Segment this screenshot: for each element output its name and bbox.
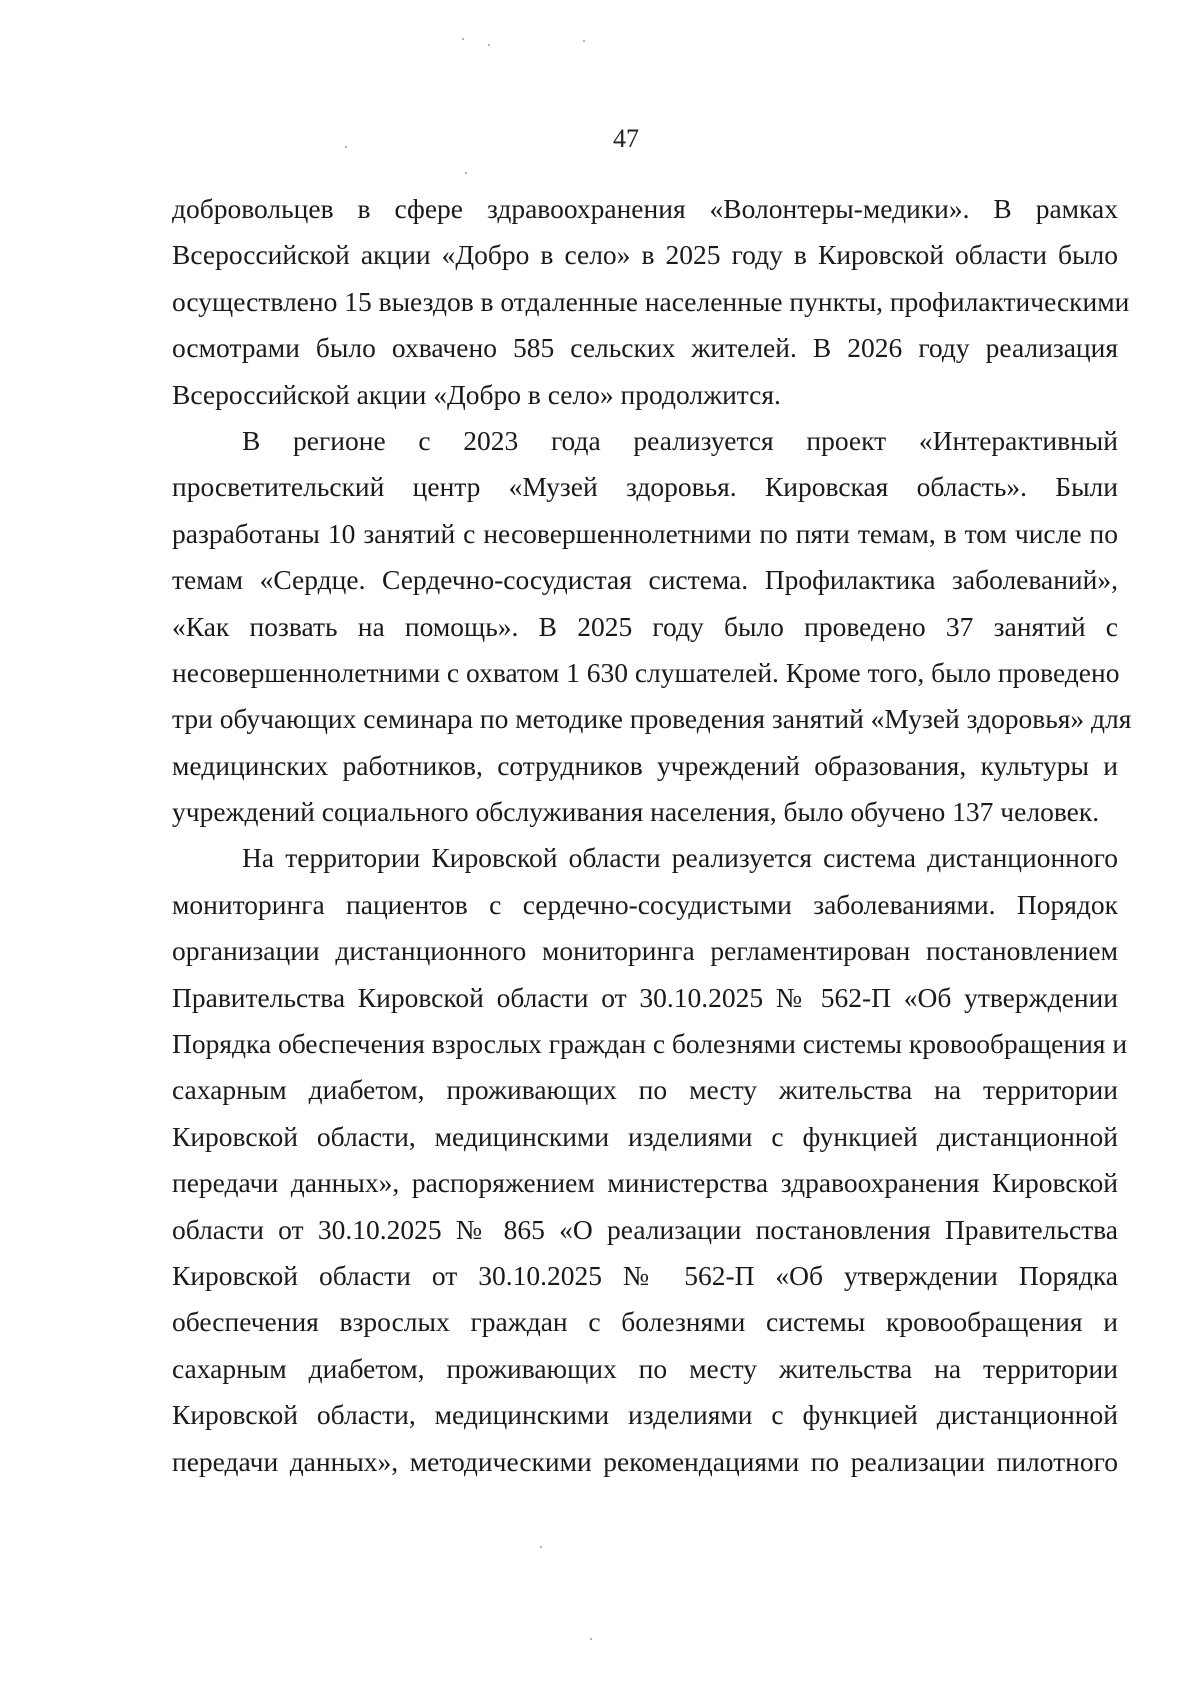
text-line: Кировской области, медицинскими изделиями с функцией дистанционной xyxy=(172,1399,1118,1431)
text-line: передачи данных», распоряжением министерства здравоохранения Кировской xyxy=(172,1167,1118,1199)
text-line: «Как позвать на помощь». В 2025 году было проведено 37 занятий с xyxy=(172,610,1118,642)
text-line: Правительства Кировской области от 30.10.2025 № 562-П «Об утверждении xyxy=(172,981,1118,1013)
text-line: три обучающих семинара по методике проведения занятий «Музей здоровья» для xyxy=(172,703,1132,735)
text-line: В регионе с 2023 года реализуется проект «Интерактивный xyxy=(242,424,1118,456)
text-line: просветительский центр «Музей здоровья. Кировская область». Были xyxy=(172,471,1118,503)
text-line: Порядка обеспечения взрослых граждан с болезнями системы кровообращения и xyxy=(172,1028,1128,1060)
text-line: Всероссийской акции «Добро в село» продолжится. xyxy=(172,378,781,410)
paragraph-health-museum xyxy=(172,418,1132,836)
text-line: Кировской области от 30.10.2025 № 562-П «Об утверждении Порядка xyxy=(172,1259,1118,1291)
scan-speck xyxy=(488,44,490,46)
paragraph-remote-monitoring xyxy=(172,835,1128,1484)
body-text xyxy=(172,186,1132,1485)
text-line: осуществлено 15 выездов в отдаленные населенные пункты, профилактическими xyxy=(172,285,1130,317)
scan-speck xyxy=(462,38,464,40)
scan-speck xyxy=(583,40,585,42)
text-line: добровольцев в сфере здравоохранения «Волонтеры-медики». В рамках xyxy=(172,193,1118,224)
text-line: передачи данных», методическими рекомендациями по реализации пилотного xyxy=(172,1445,1118,1477)
text-line: Кировской области, медицинскими изделиями с функцией дистанционной xyxy=(172,1120,1118,1152)
text-line: мониторинга пациентов с сердечно-сосудистыми заболеваниями. Порядок xyxy=(172,888,1118,920)
text-line: разработаны 10 занятий с несовершеннолетними по пяти темам, в том числе по xyxy=(172,517,1118,549)
scan-speck xyxy=(540,1546,542,1548)
text-line: учреждений социального обслуживания населения, было обучено 137 человек. xyxy=(172,796,1100,828)
text-line: несовершеннолетними с охватом 1 630 слушателей. Кроме того, было проведено xyxy=(172,656,1120,688)
text-line: медицинских работников, сотрудников учреждений образования, культуры и xyxy=(172,749,1118,781)
text-line: обеспечения взрослых граждан с болезнями системы кровообращения и xyxy=(172,1306,1118,1338)
text-line: Всероссийской акции «Добро в село» в 2025 году в Кировской области было xyxy=(172,239,1118,271)
text-line: организации дистанционного мониторинга регламентирован постановлением xyxy=(172,935,1118,967)
text-line: На территории Кировской области реализуется система дистанционного xyxy=(242,842,1118,874)
text-line: сахарным диабетом, проживающих по месту жительства на территории xyxy=(172,1074,1118,1106)
text-line: темам «Сердце. Сердечно-сосудистая система. Профилактика заболеваний», xyxy=(172,564,1118,596)
page-number: 47 xyxy=(613,124,639,153)
text-line: осмотрами было охвачено 585 сельских жителей. В 2026 году реализация xyxy=(172,332,1118,364)
paragraph-volunteers xyxy=(172,186,1130,418)
text-line: сахарным диабетом, проживающих по месту жительства на территории xyxy=(172,1352,1118,1384)
scan-speck xyxy=(590,1638,592,1640)
text-line: области от 30.10.2025 № 865 «О реализации постановления Правительства xyxy=(172,1213,1118,1245)
scan-speck xyxy=(465,172,467,174)
